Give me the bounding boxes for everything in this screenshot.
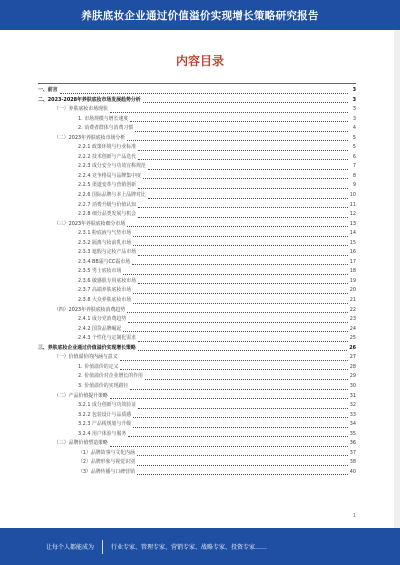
toc-leader-dots [127, 140, 348, 141]
toc-leader-dots [110, 398, 348, 399]
toc-entry[interactable] [38, 296, 356, 306]
toc-entry-title: 2.4.1 成分党消费趋势 [78, 316, 127, 323]
toc-leader-dots [120, 360, 348, 361]
toc-entry[interactable] [38, 277, 356, 287]
toc-leader-dots [60, 93, 348, 94]
toc-entry-title: 2.2.8 细分品类发展与机会 [78, 211, 137, 218]
toc-entry-title: （三）品牌价值塑造策略 [54, 440, 108, 447]
toc-entry[interactable] [38, 315, 356, 325]
toc-leader-dots [138, 283, 348, 284]
toc-entry-page: 40 [349, 468, 356, 475]
footer-slogan: 让每个人都能成为 [46, 544, 95, 551]
toc-leader-dots [133, 236, 348, 237]
toc-entry-page: 20 [349, 287, 356, 294]
toc-entry-title: 2.4.3 个性化与定制化需求 [78, 335, 137, 342]
toc-entry-page: 25 [349, 335, 356, 342]
toc-entry-page: 3 [352, 106, 356, 113]
toc-entry-page: 12 [349, 211, 356, 218]
toc-entry[interactable] [38, 372, 356, 382]
toc-entry-page: 13 [349, 220, 356, 227]
toc-entry[interactable] [38, 134, 356, 144]
toc-entry-page: 24 [349, 325, 356, 332]
toc-leader-dots [138, 207, 348, 208]
footer-tagline: 行业专家、管理专家、营销专家、战略专家、投资专家…… [111, 544, 268, 551]
toc-leader-dots [123, 331, 347, 332]
toc-leader-dots [137, 474, 348, 475]
toc-entry[interactable] [38, 449, 356, 459]
toc-entry[interactable] [38, 468, 356, 478]
toc-entry-title: 2.2.1 政策环境与行业标准 [78, 144, 137, 151]
toc-entry[interactable] [38, 344, 356, 354]
toc-leader-dots [133, 417, 348, 418]
toc-entry-title: 3.2.4 用户体验与服务 [78, 430, 127, 437]
toc-entry-title: 2. 消费者群体与消费习惯 [78, 125, 134, 132]
toc-leader-dots [128, 322, 348, 323]
toc-entry[interactable] [38, 334, 356, 344]
toc-leader-dots [138, 150, 348, 151]
toc-entry[interactable] [38, 239, 356, 249]
toc-entry[interactable] [38, 105, 356, 115]
toc-entry-title: 2.2.6 国际品牌与本土品牌对比 [78, 192, 146, 199]
toc-leader-dots [148, 198, 348, 199]
toc-entry-title: 3.2.1 成分创新与功效验证 [78, 402, 137, 409]
toc-entry-title: （一）价值溢价的内涵与意义 [54, 354, 118, 361]
toc-entry-page: 35 [349, 430, 356, 437]
toc-entry-title: 3.2.3 产品线规划与升级 [78, 421, 132, 428]
toc-leader-dots [132, 264, 348, 265]
toc-entry[interactable] [38, 363, 356, 373]
toc-entry[interactable] [38, 325, 356, 335]
toc-entry[interactable] [38, 267, 356, 277]
toc-leader-dots [127, 312, 348, 313]
report-title: 养肤底妆企业通过价值溢价实现增长策略研究报告 [81, 9, 319, 22]
toc-entry-page: 3 [352, 115, 356, 122]
toc-leader-dots [133, 427, 348, 428]
toc-entry[interactable] [38, 353, 356, 363]
toc-entry[interactable] [38, 439, 356, 449]
toc-entry-title: 2.3.3 遮瑕与定妆产品市场 [78, 249, 137, 256]
toc-entry-page: 5 [352, 134, 356, 141]
toc-leader-dots [138, 188, 348, 189]
toc-entry[interactable] [38, 162, 356, 172]
toc-leader-dots [133, 293, 348, 294]
toc-entry-page: 3 [352, 87, 356, 93]
toc-entry-page: 6 [352, 153, 356, 160]
toc-entry[interactable] [38, 143, 356, 153]
toc-leader-dots [110, 112, 348, 113]
toc-leader-dots [138, 255, 348, 256]
toc-leader-dots [133, 245, 348, 246]
toc-entry-title: 2.2.7 消费升级与价值认知 [78, 201, 137, 208]
toc-entry-title: 一、前言 [38, 87, 58, 93]
toc-entry-page: 33 [349, 411, 356, 418]
toc-leader-dots [143, 178, 348, 179]
toc-entry-page: 36 [349, 440, 356, 447]
toc-entry-title: 2.3.4 BB霜与CC霜市场 [78, 258, 130, 265]
toc-entry[interactable] [38, 420, 356, 430]
footer-banner [0, 528, 400, 565]
toc-entry-page: 30 [349, 382, 356, 389]
toc-leader-dots [148, 169, 348, 170]
toc-entry-title: 2.3.2 隔离与妆前乳市场 [78, 239, 132, 246]
toc-entry[interactable] [38, 220, 356, 230]
toc-leader-dots [138, 408, 348, 409]
page-edge [394, 30, 400, 528]
toc-divider [38, 83, 356, 84]
toc-entry[interactable] [38, 229, 356, 239]
toc-entry-page: 21 [349, 297, 356, 304]
toc-entry[interactable] [38, 258, 356, 268]
toc-entry-page: 27 [349, 354, 356, 361]
toc-leader-dots [138, 159, 348, 160]
toc-entry-title: 2.4.2 国货品牌崛起 [78, 325, 122, 332]
toc-entry-title: 2.2.4 竞争格局与品牌集中度 [78, 172, 141, 179]
toc-entry-title: 2.3.8 大众养肤底妆市场 [78, 297, 132, 304]
toc-leader-dots [138, 217, 348, 218]
toc-entry-page: 32 [349, 402, 356, 409]
toc-entry-title: 2. 价值溢价对企业增长的作用 [78, 373, 143, 380]
toc-entry-title: （3）品牌传播与口碑营销 [78, 468, 135, 475]
toc-entry[interactable] [38, 382, 356, 392]
toc-entry-page: 17 [349, 258, 356, 265]
footer-divider [102, 540, 103, 554]
toc-entry-page: 3 [352, 96, 356, 103]
toc-entry[interactable] [38, 458, 356, 468]
toc-entry-page: 11 [349, 201, 356, 208]
toc-entry[interactable] [38, 86, 356, 96]
toc-leader-dots [135, 131, 348, 132]
toc-leader-dots [123, 274, 347, 275]
toc-entry-page: 29 [349, 373, 356, 380]
toc-entry[interactable] [38, 401, 356, 411]
toc-entry-title: 2.3.1 粉底液与气垫市场 [78, 230, 132, 237]
toc-entry[interactable] [38, 153, 356, 163]
toc-entry-page: 23 [349, 316, 356, 323]
toc-entry-page: 22 [349, 306, 356, 313]
toc-entry[interactable] [38, 306, 356, 316]
toc-leader-dots [120, 369, 347, 370]
toc-entry-title: （三）2023年养肤底妆细分市场 [54, 220, 126, 227]
toc-entry-title: 1. 价值溢价的定义 [78, 363, 119, 370]
toc-leader-dots [138, 350, 347, 351]
toc-leader-dots [137, 455, 348, 456]
toc-entry-title: （1）品牌故事与文化内涵 [78, 449, 135, 456]
toc-entry-page: 4 [352, 125, 356, 132]
toc-entry[interactable] [38, 201, 356, 211]
toc-entry-page: 37 [349, 449, 356, 456]
toc-entry-title: （一）养肤底妆市场现状 [54, 106, 108, 113]
toc-entry-title: 三、养肤底妆企业通过价值溢价实现增长策略 [38, 344, 136, 351]
toc-entry-title: （四）2023年养肤底妆消费趋势 [54, 306, 126, 313]
toc-entry[interactable] [38, 411, 356, 421]
toc-entry-page: 9 [352, 182, 356, 189]
toc-leader-dots [143, 102, 348, 103]
toc-entry-page: 15 [349, 239, 356, 246]
toc-entry-page: 5 [352, 144, 356, 151]
page-number: 1 [352, 513, 356, 519]
toc-entry[interactable] [38, 430, 356, 440]
toc-leader-dots [133, 303, 348, 304]
toc-entry-page: 16 [349, 249, 356, 256]
toc-entry[interactable] [38, 286, 356, 296]
toc-entry-page: 38 [349, 459, 356, 466]
toc-entry-page: 19 [349, 277, 356, 284]
toc-leader-dots [145, 379, 348, 380]
toc-entry-page: 34 [349, 421, 356, 428]
toc-entry[interactable] [38, 191, 356, 201]
toc-leader-dots [138, 341, 348, 342]
toc-entry-page: 18 [349, 268, 356, 275]
toc-entry-page: 8 [352, 172, 356, 179]
toc-entry-title: 2.3.7 高端养肤底妆市场 [78, 287, 132, 294]
toc-entry-title: （2）品牌形象与视觉识别 [78, 459, 135, 466]
toc-entry[interactable] [38, 124, 356, 134]
toc-entry-page: 14 [349, 230, 356, 237]
toc-entry-title: 2.2.2 技术创新与产品迭代 [78, 153, 137, 160]
toc-entry-title: （二）2023年养肤底妆市场分析 [54, 134, 126, 141]
toc-leader-dots [130, 121, 348, 122]
toc-entry-title: 2.3.6 敏感肌专用底妆市场 [78, 277, 137, 284]
toc-leader-dots [128, 436, 348, 437]
toc-entry-page: 10 [349, 192, 356, 199]
toc-entry[interactable] [38, 392, 356, 402]
toc-entry-title: 3. 价值溢价的实现路径 [78, 382, 129, 389]
toc-entry[interactable] [38, 96, 356, 106]
toc-entry-title: 2.2.3 成分安全与功效宣称规范 [78, 163, 146, 170]
toc-entry-page: 26 [349, 344, 356, 351]
toc-entry-title: （二）产品价值提升策略 [54, 392, 108, 399]
toc-entry[interactable] [38, 115, 356, 125]
toc-entry-page: 28 [349, 363, 356, 370]
toc-entry-page: 7 [352, 163, 356, 170]
toc-leader-dots [127, 226, 348, 227]
toc-entry[interactable] [38, 248, 356, 258]
toc-entry-title: 2.3.5 男士底妆市场 [78, 268, 122, 275]
toc-entry-title: 3.2.2 包装设计与品质感 [78, 411, 132, 418]
toc-entry-page: 31 [349, 392, 356, 399]
toc-leader-dots [110, 446, 348, 447]
header-banner [0, 0, 400, 30]
toc-entry-title: 二、2023-2028年养肤底妆市场发展趋势分析 [38, 96, 141, 103]
toc-entry[interactable] [38, 181, 356, 191]
toc-entry[interactable] [38, 172, 356, 182]
toc-leader-dots [130, 389, 348, 390]
table-of-contents [38, 86, 356, 477]
toc-entry[interactable] [38, 210, 356, 220]
toc-heading: 内容目录 [175, 54, 224, 68]
toc-entry-title: 1. 市场规模与增长速度 [78, 115, 129, 122]
toc-leader-dots [137, 465, 348, 466]
toc-entry-title: 2.2.5 渠道变革与营销创新 [78, 182, 137, 189]
